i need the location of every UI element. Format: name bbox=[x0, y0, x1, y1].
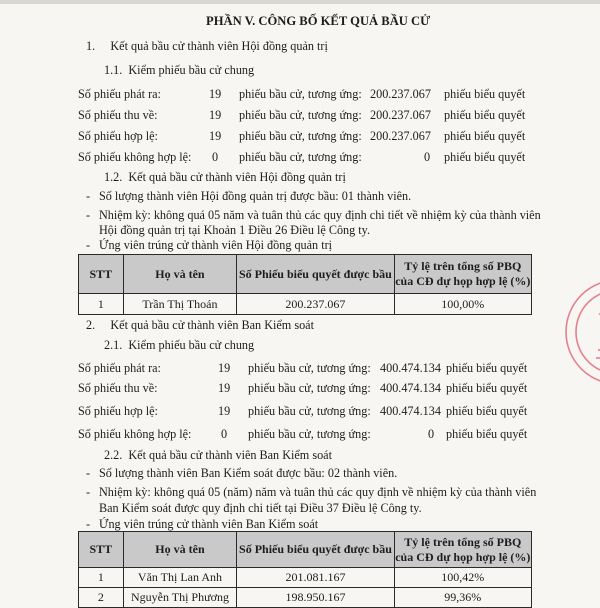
vote-unit: phiếu bầu cử, tương ứng: bbox=[248, 427, 371, 441]
cell-ratio: 100,00% bbox=[394, 294, 531, 315]
vote-vunit: phiếu biểu quyết bbox=[444, 87, 526, 101]
subsection-2-1: 2.1. Kiểm phiếu bầu cử chung bbox=[104, 338, 255, 352]
header-name: Họ và tên bbox=[123, 532, 237, 568]
bullet-text: Số lượng thành viên Ban Kiểm soát được bầu: 02 thành viên. bbox=[99, 466, 398, 480]
cell-stt: 1 bbox=[79, 294, 124, 315]
cell-stt: 2 bbox=[79, 588, 124, 608]
bullet-dash: - bbox=[86, 466, 91, 480]
vote-label: Số phiếu phát ra: bbox=[78, 87, 161, 101]
vote-unit: phiếu bầu cử, tương ứng: bbox=[239, 87, 362, 101]
vote-count: 19 bbox=[218, 381, 231, 395]
bullet-text: Ứng viên trúng cử thành viên Ban Kiểm soát bbox=[99, 517, 319, 531]
vote-count: 0 bbox=[221, 427, 228, 441]
vote-unit: phiếu bầu cử, tương ứng: bbox=[248, 361, 371, 375]
vote-count: 19 bbox=[218, 361, 231, 375]
header-ratio-line1: Tỷ lệ trên tổng số PBQ bbox=[404, 534, 522, 549]
bullet-text: Số lượng thành viên Hội đồng quản trị được bầu: 01 thành viên. bbox=[99, 189, 412, 203]
vote-count: 19 bbox=[209, 108, 222, 122]
section-1-heading: 1. Kết quả bầu cử thành viên Hội đồng quản trị bbox=[86, 39, 328, 53]
cell-votes: 201.081.167 bbox=[237, 568, 394, 588]
vote-votes: 0 bbox=[424, 150, 431, 164]
vote-label: Số phiếu không hợp lệ: bbox=[78, 150, 192, 164]
cell-ratio: 100,42% bbox=[394, 568, 531, 588]
header-ratio bbox=[394, 532, 531, 568]
company-stamp-icon bbox=[562, 262, 600, 402]
supervisory-results-table bbox=[78, 531, 532, 608]
vote-count: 19 bbox=[209, 87, 222, 101]
vote-unit: phiếu bầu cử, tương ứng: bbox=[248, 381, 371, 395]
cell-stt: 1 bbox=[79, 568, 124, 588]
vote-label: Số phiếu phát ra: bbox=[78, 361, 161, 375]
table-row bbox=[79, 568, 532, 588]
bullet-text: Hội đồng quản trị tại Khoản 1 Điều 26 Điều lệ Công ty. bbox=[99, 223, 371, 237]
subsection-1-2: 1.2. Kết quả bầu cử thành viên Hội đồng quản trị bbox=[104, 170, 346, 184]
vote-label: Số phiếu hợp lệ: bbox=[78, 129, 158, 143]
cell-votes: 198.950.167 bbox=[237, 588, 394, 608]
bullet-dash: - bbox=[86, 485, 91, 499]
table-header-row bbox=[79, 532, 532, 568]
header-votes: Số Phiếu biểu quyết được bầu bbox=[237, 532, 394, 568]
bullet-text: Ban Kiểm soát được quy định chi tiết tại Điều 37 Điều lệ Công ty. bbox=[99, 501, 422, 515]
board-results-table bbox=[78, 254, 532, 315]
cell-votes: 200.237.067 bbox=[237, 294, 394, 315]
vote-unit: phiếu bầu cử, tương ứng: bbox=[239, 150, 362, 164]
vote-votes: 200.237.067 bbox=[370, 108, 431, 122]
table-header-row bbox=[79, 255, 532, 294]
vote-label: Số phiếu hợp lệ: bbox=[78, 404, 158, 418]
vote-votes: 400.474.134 bbox=[380, 381, 441, 395]
vote-unit: phiếu bầu cử, tương ứng: bbox=[248, 404, 371, 418]
vote-count: 19 bbox=[209, 129, 222, 143]
vote-unit: phiếu bầu cử, tương ứng: bbox=[239, 108, 362, 122]
vote-vunit: phiếu biểu quyết bbox=[444, 129, 526, 143]
header-votes: Số Phiếu biểu quyết được bầu bbox=[237, 255, 394, 294]
bullet-text: Nhiệm kỳ: không quá 05 (năm) năm và tuân thủ các quy định về nhiệm kỳ của thành viên bbox=[99, 485, 537, 499]
vote-label: Số phiếu không hợp lệ: bbox=[78, 427, 192, 441]
vote-vunit: phiếu biểu quyết bbox=[444, 150, 526, 164]
cell-name: Văn Thị Lan Anh bbox=[123, 568, 237, 588]
table-row bbox=[79, 588, 532, 608]
cell-name: Nguyễn Thị Phương bbox=[123, 588, 237, 608]
vote-votes: 400.474.134 bbox=[380, 404, 441, 418]
vote-votes: 200.237.067 bbox=[370, 129, 431, 143]
vote-votes: 0 bbox=[428, 427, 435, 441]
header-stt: STT bbox=[79, 532, 124, 568]
header-ratio-line1: Tỷ lệ trên tổng số PBQ bbox=[404, 259, 522, 273]
header-ratio-line2: của CĐ dự họp hợp lệ (%) bbox=[395, 549, 531, 564]
vote-label: Số phiếu thu về: bbox=[78, 108, 158, 122]
subsection-1-1: 1.1. Kiểm phiếu bầu cử chung bbox=[104, 63, 255, 77]
vote-count: 19 bbox=[218, 404, 231, 418]
vote-unit: phiếu bầu cử, tương ứng: bbox=[239, 129, 362, 143]
bullet-text: Nhiệm kỳ: không quá 05 năm và tuân thủ các quy định chi tiết về nhiệm kỳ của thành viên bbox=[99, 208, 541, 222]
bullet-dash: - bbox=[86, 238, 91, 252]
page-title: PHẦN V. CÔNG BỐ KẾT QUẢ BẦU CỬ bbox=[206, 14, 431, 28]
cell-ratio: 99,36% bbox=[394, 588, 531, 608]
header-ratio-line2: của CĐ dự họp hợp lệ (%) bbox=[395, 274, 531, 288]
bullet-dash: - bbox=[86, 208, 91, 222]
subsection-2-2: 2.2. Kết quả bầu cử thành viên Ban Kiểm soát bbox=[104, 448, 332, 462]
vote-votes: 400.474.134 bbox=[380, 361, 441, 375]
page-top-edge bbox=[0, 0, 600, 4]
vote-votes: 200.237.067 bbox=[370, 87, 431, 101]
vote-vunit: phiếu biểu quyết bbox=[446, 404, 528, 418]
vote-count: 0 bbox=[212, 150, 219, 164]
bullet-dash: - bbox=[86, 517, 91, 531]
vote-label: Số phiếu thu về: bbox=[78, 381, 158, 395]
section-2-heading: 2. Kết quả bầu cử thành viên Ban Kiểm soát bbox=[86, 318, 314, 332]
cell-name: Trần Thị Thoán bbox=[123, 294, 237, 315]
header-stt: STT bbox=[79, 255, 124, 294]
vote-vunit: phiếu biểu quyết bbox=[446, 381, 528, 395]
header-ratio bbox=[394, 255, 531, 294]
header-name: Họ và tên bbox=[123, 255, 237, 294]
table-row bbox=[79, 294, 532, 315]
vote-vunit: phiếu biểu quyết bbox=[446, 361, 528, 375]
vote-vunit: phiếu biểu quyết bbox=[444, 108, 526, 122]
vote-vunit: phiếu biểu quyết bbox=[446, 427, 528, 441]
bullet-dash: - bbox=[86, 189, 91, 203]
bullet-text: Ứng viên trúng cử thành viên Hội đồng quản trị bbox=[99, 238, 333, 252]
